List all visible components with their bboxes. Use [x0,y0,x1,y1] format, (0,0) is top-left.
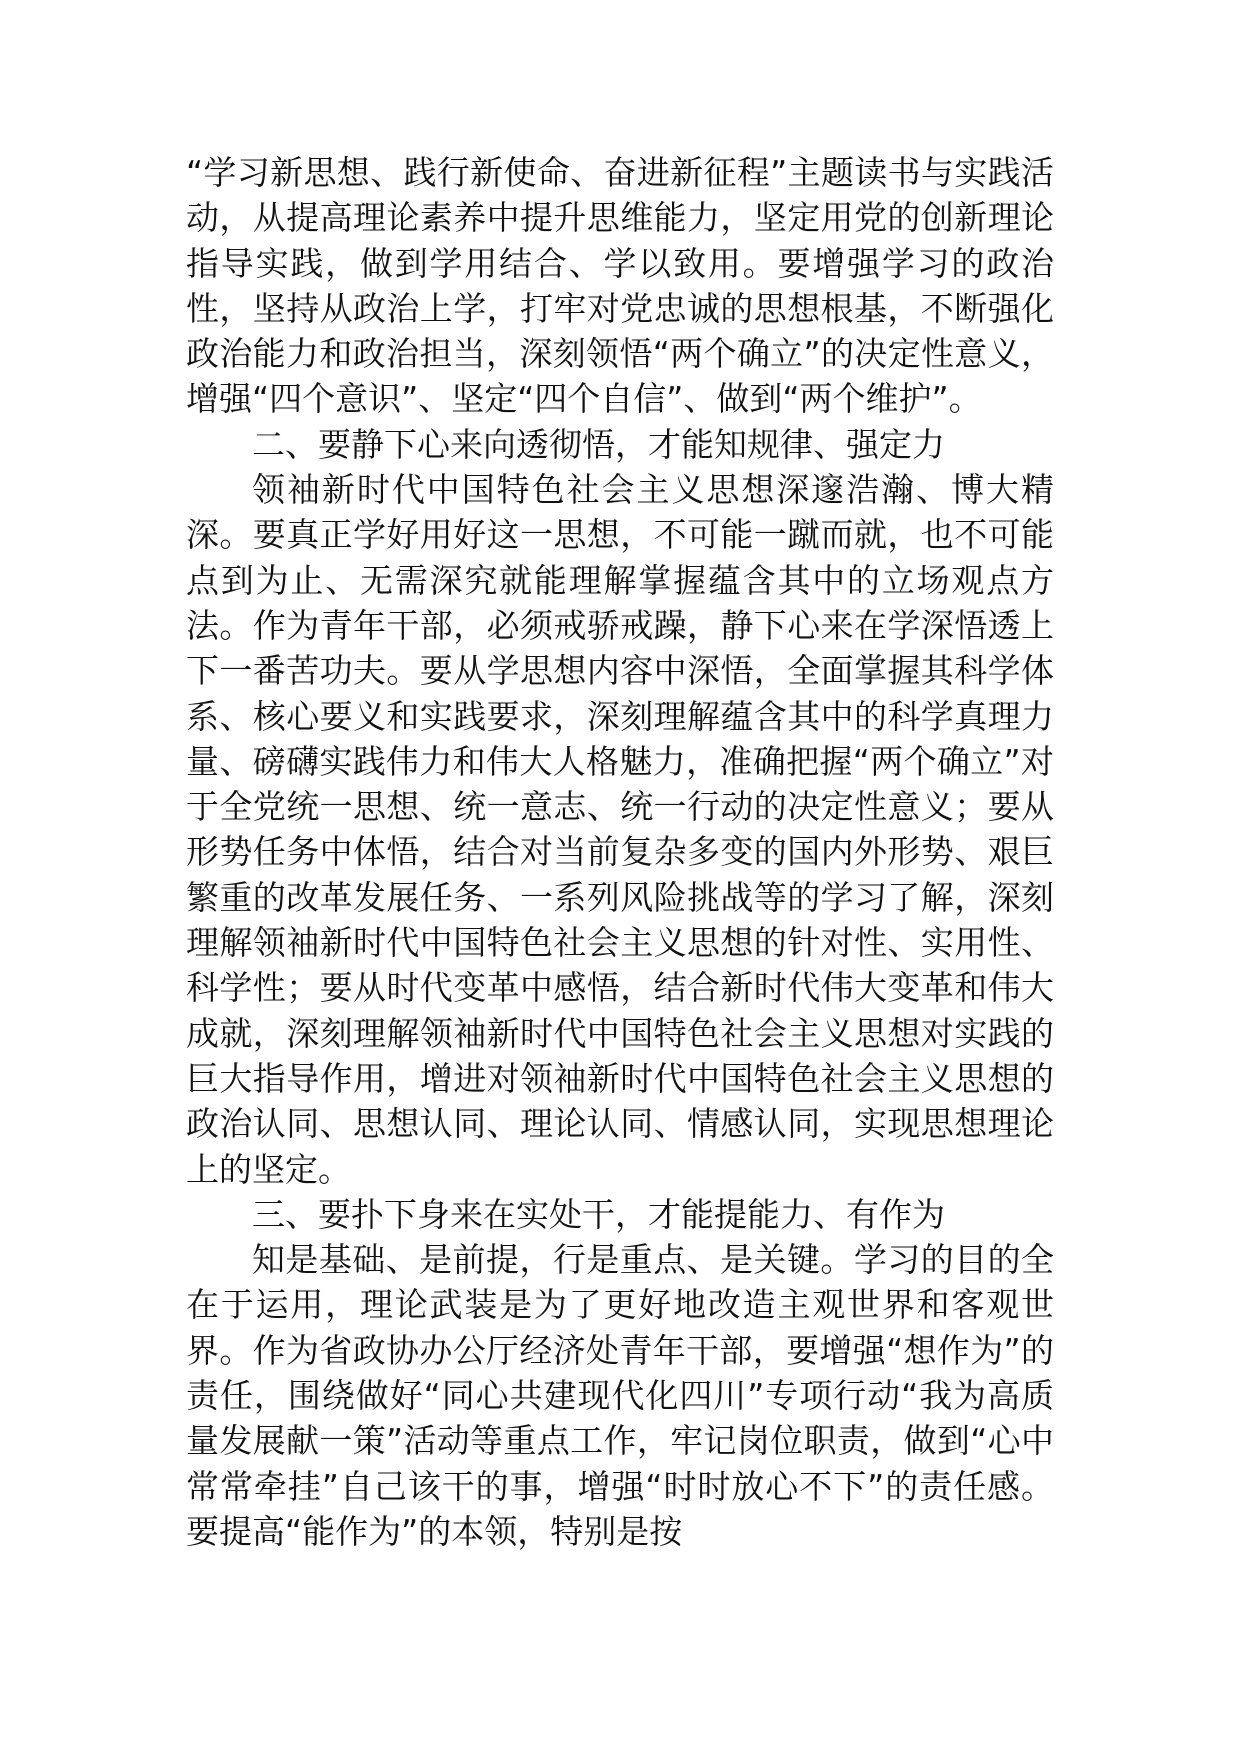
paragraph-section-three: 知是基础、是前提，行是重点、是关键。学习的目的全在于运用，理论武装是为了更好地改造主观世界和客观世界。作为省政协办公厅经济处青年干部，要增强“想作为”的责任，围绕做好“同心共建现代化四川”专项行动“我为高质量发展献一策”活动等重点工作，牢记岗位职责，做到“心中常常牵挂”自己该干的事，增强“时时放心不下”的责任感。要提高“能作为”的本领，特别是按 [186,1240,1054,1551]
paragraph-continued: “学习新思想、践行新使命、奋进新征程”主题读书与实践活动，从提高理论素养中提升思维能力，坚定用党的创新理论指导实践，做到学用结合、学以致用。要增强学习的政治性，坚持从政治上学，打牢对党忠诚的思想根基，不断强化政治能力和政治担当，深刻领悟“两个确立”的决定性意义，增强“四个意识”、坚定“四个自信”、做到“两个维护”。 [186,153,1054,419]
section-heading-two: 二、要静下心来向透彻悟，才能知规律、强定力 [252,424,945,464]
section-heading-three: 三、要扑下身来在实处干，才能提能力、有作为 [252,1194,945,1234]
document-page [186,150,1054,1554]
paragraph-section-two: 领袖新时代中国特色社会主义思想深邃浩瀚、博大精深。要真正学好用好这一思想，不可能一蹴而就，也不可能点到为止、无需深究就能理解掌握蕴含其中的立场观点方法。作为青年干部，必须戒骄戒躁，静下心来在学深悟透上下一番苦功夫。要从学思想内容中深悟，全面掌握其科学体系、核心要义和实践要求，深刻理解蕴含其中的科学真理力量、磅礴实践伟力和伟大人格魅力，准确把握“两个确立”对于全党统一思想、统一意志、统一行动的决定性意义；要从形势任务中体悟，结合对当前复杂多变的国内外形势、艰巨繁重的改革发展任务、一系列风险挑战等的学习了解，深刻理解领袖新时代中国特色社会主义思想的针对性、实用性、科学性；要从时代变革中感悟，结合新时代伟大变革和伟大成就，深刻理解领袖新时代中国特色社会主义思想对实践的巨大指导作用，增进对领袖新时代中国特色社会主义思想的政治认同、思想认同、理论认同、情感认同，实现思想理论上的坚定。 [186,470,1054,1189]
